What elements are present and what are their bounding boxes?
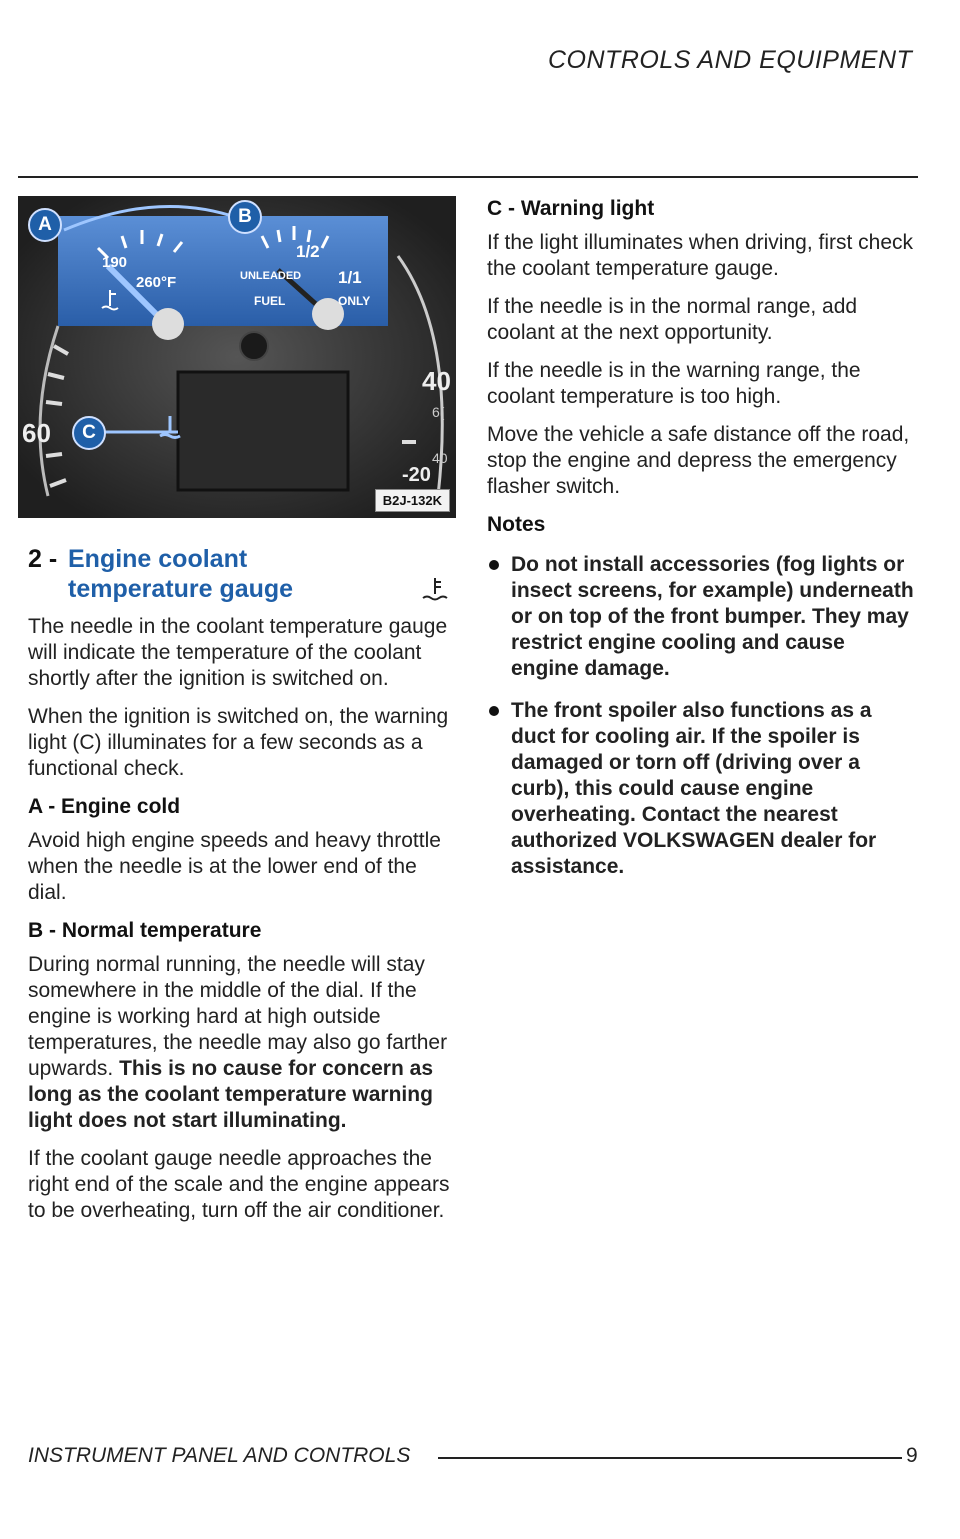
normal-temp-heading: B - Normal temperature xyxy=(28,919,262,942)
speedo-6: 6( xyxy=(432,404,445,420)
warning-light-heading: C - Warning light xyxy=(487,197,655,220)
callout-b: B xyxy=(228,200,262,234)
instrument-cluster-figure xyxy=(18,196,456,518)
intro-paragraph: The needle in the coolant temperature gauge will indicate the temperature of the coolant shortly after the ignition is switched on. xyxy=(28,615,448,690)
warning-check-paragraph: When the ignition is switched on, the warning light (C) illuminates for a few seconds as a functional check. xyxy=(28,705,449,780)
temp-190-label: 190 xyxy=(102,254,128,271)
engine-cold-heading: A - Engine cold xyxy=(28,795,181,818)
speedo-20: -20 xyxy=(402,464,431,486)
note-spoiler xyxy=(487,698,917,880)
section-title-line2: temperature gauge xyxy=(68,575,294,603)
left-column xyxy=(28,544,456,1236)
normal-temp-body: During normal running, the needle will stay somewhere in the middle of the dial. If the engine is working hard at high outside temperatures, the needle may also go farther upwards. xyxy=(28,953,448,1080)
footer-rule xyxy=(438,1457,902,1459)
note-spoiler-text: The front spoiler also functions as a duct for cooling air. If the spoiler is damaged or torn off (driving over a curb), this could cause engine overheating. Contact the nearest authorized VOLKSWAGEN dealer for assistance. xyxy=(511,699,877,878)
figure-code: B2J-132K xyxy=(375,489,450,512)
footer-section-title: INSTRUMENT PANEL AND CONTROLS xyxy=(28,1444,411,1467)
overheating-text: If the coolant gauge needle approaches the right end of the scale and the engine appears to be overheating, turn off the air conditioner. xyxy=(28,1147,450,1222)
page-number: 9 xyxy=(906,1444,918,1467)
section-heading xyxy=(28,544,456,574)
bullet-dot xyxy=(489,560,499,570)
display-window xyxy=(178,372,348,490)
warning-light-text-2: If the needle is in the normal range, add coolant at the next opportunity. xyxy=(487,295,858,344)
callout-a: A xyxy=(28,208,62,242)
notes-heading: Notes xyxy=(487,513,546,536)
cluster-illustration xyxy=(18,196,456,518)
bullet-dot xyxy=(489,706,499,716)
note-bumper-text: Do not install accessories (fog lights or insect screens, for example) underneath or on top of the front bumper. They may restrict engine cooling and cause engine damage. xyxy=(511,553,914,680)
fuel-label: FUEL xyxy=(254,294,286,308)
normal-temp-bold: This is no cause for concern as long as the coolant temperature warning light does not start illuminating. xyxy=(28,1057,433,1132)
warning-light-text-3: If the needle is in the warning range, the coolant temperature is too high. xyxy=(487,359,861,408)
fuel-full-label: 1/1 xyxy=(338,268,362,287)
unleaded-label: UNLEADED xyxy=(240,270,302,282)
right-column xyxy=(487,192,917,896)
speedo-40-small: 40 xyxy=(432,450,448,466)
coolant-temperature-icon xyxy=(420,576,450,602)
section-heading-line2 xyxy=(28,574,456,604)
engine-cold-text: Avoid high engine speeds and heavy throttle when the needle is at the lower end of the dial. xyxy=(28,829,441,904)
warning-light-text-4: Move the vehicle a safe distance off the road, stop the engine and depress the emergency flasher switch. xyxy=(487,423,910,498)
note-bumper xyxy=(487,552,917,682)
warning-light-text-1: If the light illuminates when driving, first check the coolant temperature gauge. xyxy=(487,231,914,280)
speedo-60: 60 xyxy=(22,418,51,448)
section-number: 2 - xyxy=(28,545,58,573)
fuel-half-label: 1/2 xyxy=(296,242,320,261)
temp-260-label: 260°F xyxy=(136,274,177,291)
only-label: ONLY xyxy=(338,294,371,308)
section-title-line1: Engine coolant xyxy=(68,545,248,573)
callout-c: C xyxy=(72,416,106,450)
header-rule xyxy=(18,176,918,178)
normal-temp-text xyxy=(28,952,456,1134)
speedo-40-large: 40 xyxy=(422,366,451,396)
running-header: CONTROLS AND EQUIPMENT xyxy=(548,46,913,74)
needle-hub-left xyxy=(152,308,184,340)
